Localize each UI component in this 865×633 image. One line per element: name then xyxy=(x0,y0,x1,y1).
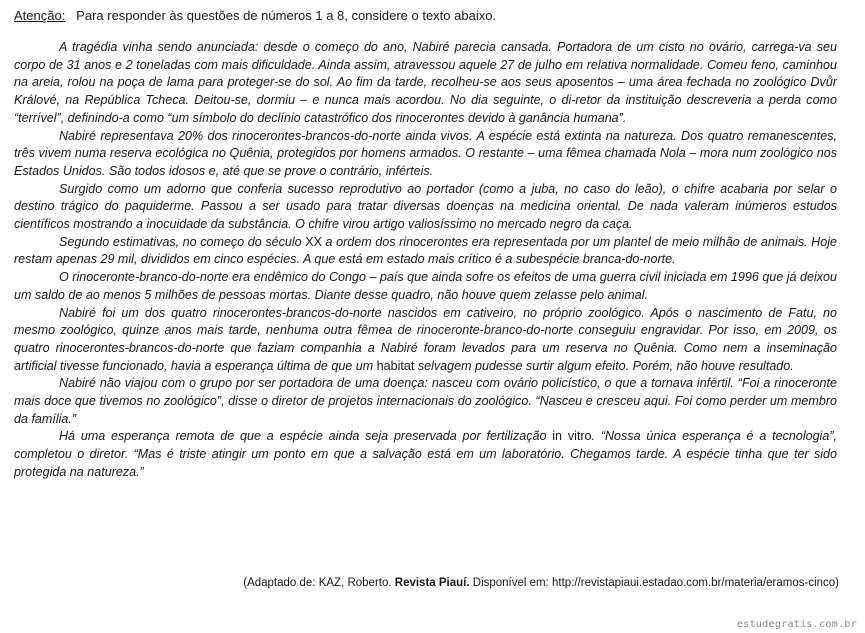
century-numeral: XX xyxy=(305,234,322,249)
paragraph-5 xyxy=(14,269,837,304)
paragraph-1 xyxy=(14,39,837,128)
paragraph-text: Há uma esperança remota de que a espécie ainda seja preservada por fertilização xyxy=(59,429,553,444)
paragraph-8 xyxy=(14,428,837,481)
paragraph-3 xyxy=(14,181,837,234)
paragraph-7 xyxy=(14,375,837,428)
paragraph-text: Surgido como um adorno que conferia sucesso reprodutivo ao portador (como a juba, no caso do leão), o chifre acabaria por selar o destino trágico do paquiderme. Passou a ser usado para tratar diversas doenças na medicina oriental. De nada valeram inúmeros estudos científicos mostrando a inocuidade da substância. O chifre virou artigo valiosíssimo no mercado negro da caça. xyxy=(14,181,837,232)
citation-suffix: Disponível em: http://revistapiaui.estadao.com.br/materia/eramos-cinco) xyxy=(469,577,839,589)
article-body xyxy=(14,39,837,482)
attention-label: Atenção: xyxy=(14,8,66,23)
foreign-term: habitat xyxy=(376,358,415,373)
paragraph-text: a ordem dos rinocerontes era representada por um plantel de meio milhão de animais. Hoje restam apenas 29 mil, divididos em cinco espécies. A que está em estado mais crítico é a subespécie branca-do-norte. xyxy=(14,234,837,267)
paragraph-2 xyxy=(14,128,837,181)
paragraph-text: Nabiré não viajou com o grupo por ser portadora de uma doença: nasceu com ovário policístico, o que a tornava infértil. “Foi a rinoceronte mais doce que tivemos no zoológico”, disse o diretor de projetos internacionais do zoológico. “Nasceu e cresceu aqui. Foi como perder um membro da família.” xyxy=(14,376,837,426)
site-watermark: estudegratis.com.br xyxy=(736,619,857,630)
attention-header xyxy=(14,8,496,23)
attention-text: Para responder às questões de números 1 a 8, considere o texto abaixo. xyxy=(76,8,497,23)
citation-journal: Revista Piauí. xyxy=(394,577,470,589)
paragraph-text: Segundo estimativas, no começo do século xyxy=(59,234,306,249)
foreign-term: in vitro xyxy=(552,429,592,444)
citation-prefix: (Adaptado de: KAZ, Roberto. xyxy=(243,577,395,589)
paragraph-text: selvagem pudesse surtir algum efeito. Porém, não houve resultado. xyxy=(414,358,794,373)
paragraph-text: O rinoceronte-branco-do-norte era endêmico do Congo – país que ainda sofre os efeitos de uma guerra civil iniciada em 1996 que já deixou um saldo de ao menos 5 milhões de pessoas mortas. Diante desse quadro, não houve quem zelasse pelo animal. xyxy=(14,270,837,302)
paragraph-4 xyxy=(14,234,837,269)
paragraph-text: A tragédia vinha sendo anunciada: desde o começo do ano, Nabiré parecia cansada. Portadora de um cisto no ovário, carrega-va seu corpo de 31 anos e 2 toneladas com mais dificuldade. Ainda assim, atravessou aquele 27 de julho em relativa normalidade. Comeu feno, caminhou na areia, rolou na poça de lama para proteger-se do sol. Ao fim da tarde, recolheu-se aos seus aposentos – uma área fechada no zoológico Dvůr Králové, na República Tcheca. Deitou-se, dormiu – e nunca mais acordou. No dia seguinte, o di-retor da instituição descreveria a perda como “terrível”, definindo-a como “um símbolo do declínio catastrófico dos rinocerontes devido à ganância humana”. xyxy=(14,40,837,125)
source-citation xyxy=(243,577,839,589)
paragraph-6 xyxy=(14,305,837,376)
paragraph-text: Nabiré foi um dos quatro rinocerontes-brancos-do-norte nascidos em cativeiro, no próprio zoológico. Após o nascimento de Fatu, no mesmo zoológico, quinze anos mais tarde, nenhuma outra fêmea de rinoceronte-branco-do-norte conseguiu engravidar. Por isso, em 2009, os quatro rinocerontes-brancos-do-norte que faziam companhia a Nabiré foram levados para um reserva no Quênia. Como nem a inseminação artificial tivesse funcionado, havia a esperança última de que um xyxy=(14,305,837,373)
paragraph-text: Nabiré representava 20% dos rinocerontes-brancos-do-norte ainda vivos. A espécie está extinta na natureza. Dos quatro remanescentes, três vivem numa reserva ecológica no Quênia, protegidos por homens armados. O restante – uma fêmea chamada Nola – mora num zoológico nos Estados Unidos. São todos idosos e, até que se prove o contrário, inférteis. xyxy=(14,128,837,178)
paragraph-text: . “Nossa única esperança é a tecnologia”, completou o diretor. “Mas é triste atingir um ponto em que a salvação está em um laboratório. Chegamos tarde. A espécie tinha que ter sido protegida na natureza.” xyxy=(14,429,837,479)
